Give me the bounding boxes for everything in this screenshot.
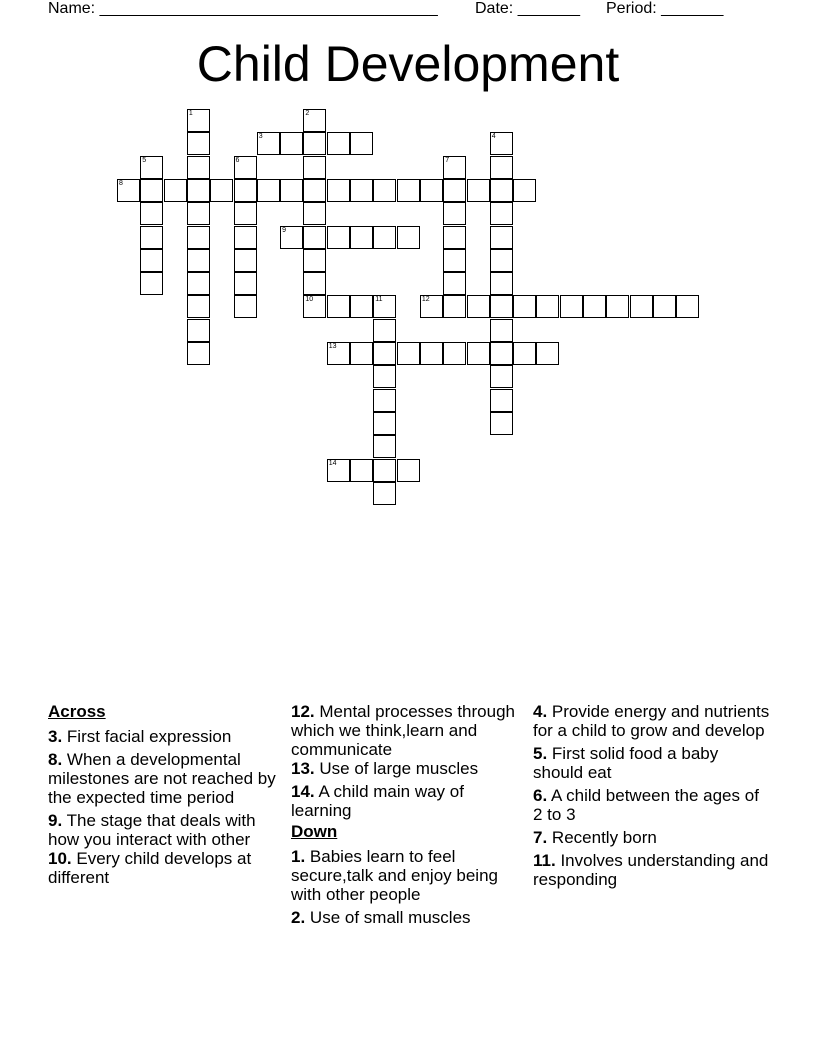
clue-number: 5 bbox=[142, 156, 147, 164]
grid-cell[interactable] bbox=[490, 156, 513, 179]
grid-cell[interactable] bbox=[676, 295, 699, 318]
grid-cell[interactable] bbox=[490, 249, 513, 272]
grid-cell[interactable] bbox=[350, 459, 373, 482]
grid-cell[interactable] bbox=[187, 109, 210, 132]
date-field-label: Date: _______ bbox=[475, 0, 580, 17]
clue-across-8: 8. When a developmental milestones are not reached by the expected time period bbox=[48, 750, 276, 807]
grid-cell[interactable] bbox=[187, 249, 210, 272]
grid-cell[interactable] bbox=[234, 179, 257, 202]
clue-across-14: 14. A child main way of learning bbox=[291, 782, 464, 820]
grid-cell[interactable] bbox=[303, 249, 326, 272]
grid-cell[interactable] bbox=[490, 389, 513, 412]
grid-cell[interactable] bbox=[234, 202, 257, 225]
grid-cell[interactable] bbox=[536, 295, 559, 318]
grid-cell[interactable] bbox=[443, 249, 466, 272]
grid-cell[interactable] bbox=[606, 295, 629, 318]
grid-cell[interactable] bbox=[187, 272, 210, 295]
grid-cell[interactable] bbox=[187, 226, 210, 249]
clue-number: 1 bbox=[188, 110, 193, 117]
clue-number: 6 bbox=[235, 156, 240, 164]
grid-cell[interactable] bbox=[513, 295, 536, 318]
grid-cell[interactable] bbox=[327, 459, 350, 482]
grid-cell[interactable] bbox=[187, 295, 210, 318]
grid-cell[interactable] bbox=[140, 272, 163, 295]
page-title: Child Development bbox=[196, 36, 620, 92]
grid-cell[interactable] bbox=[373, 319, 396, 342]
clue-down-4: 4. Provide energy and nutrients for a child to grow and develop bbox=[533, 702, 770, 740]
down-heading: Down bbox=[291, 822, 338, 841]
grid-cell[interactable] bbox=[560, 295, 583, 318]
grid-cell[interactable] bbox=[327, 295, 350, 318]
grid-cell[interactable] bbox=[187, 202, 210, 225]
grid-cell[interactable] bbox=[234, 226, 257, 249]
grid-cell[interactable] bbox=[513, 179, 536, 202]
grid-cell[interactable] bbox=[303, 202, 326, 225]
grid-cell[interactable] bbox=[536, 342, 559, 365]
period-field-label: Period: _______ bbox=[606, 0, 724, 17]
grid-cell[interactable] bbox=[373, 365, 396, 388]
grid-cell[interactable] bbox=[327, 226, 350, 249]
grid-cell[interactable] bbox=[140, 249, 163, 272]
clue-number: 4 bbox=[491, 133, 496, 141]
clue-down-6: 6. A child between the ages of 2 to 3 bbox=[533, 786, 759, 824]
grid-cell[interactable] bbox=[350, 226, 373, 249]
grid-cell[interactable] bbox=[490, 365, 513, 388]
grid-cell[interactable] bbox=[443, 179, 466, 202]
clue-number: 2 bbox=[305, 110, 310, 117]
grid-cell[interactable] bbox=[490, 132, 513, 155]
grid-cell[interactable] bbox=[140, 202, 163, 225]
grid-cell[interactable] bbox=[373, 226, 396, 249]
grid-cell[interactable] bbox=[303, 226, 326, 249]
grid-cell[interactable] bbox=[210, 179, 233, 202]
grid-cell[interactable] bbox=[303, 295, 326, 318]
clues-column-1 bbox=[48, 702, 280, 891]
grid-cell[interactable] bbox=[490, 226, 513, 249]
grid-cell[interactable] bbox=[303, 132, 326, 155]
grid-cell[interactable] bbox=[513, 342, 536, 365]
clue-number: 8 bbox=[119, 179, 123, 187]
grid-cell[interactable] bbox=[373, 342, 396, 365]
grid-cell[interactable] bbox=[420, 295, 443, 318]
grid-cell[interactable] bbox=[234, 272, 257, 295]
clue-down-7: 7. Recently born bbox=[533, 828, 657, 847]
grid-cell[interactable] bbox=[140, 226, 163, 249]
grid-cell[interactable] bbox=[327, 342, 350, 365]
grid-cell[interactable] bbox=[467, 342, 490, 365]
grid-cell[interactable] bbox=[280, 226, 303, 249]
grid-cell[interactable] bbox=[630, 295, 653, 318]
grid-cell[interactable] bbox=[467, 179, 490, 202]
grid-cell[interactable] bbox=[443, 342, 466, 365]
grid-cell[interactable] bbox=[490, 202, 513, 225]
grid-cell[interactable] bbox=[117, 179, 140, 202]
name-field-label: Name: ______________________________________ bbox=[48, 0, 438, 17]
grid-cell[interactable] bbox=[187, 342, 210, 365]
clue-down-11: 11. Involves understanding and responding bbox=[533, 851, 769, 889]
grid-cell[interactable] bbox=[350, 132, 373, 155]
grid-cell[interactable] bbox=[490, 272, 513, 295]
clue-across-9: 9. The stage that deals with how you interact with other bbox=[48, 811, 256, 849]
grid-cell[interactable] bbox=[490, 342, 513, 365]
grid-cell[interactable] bbox=[234, 295, 257, 318]
grid-cell[interactable] bbox=[490, 319, 513, 342]
grid-cell[interactable] bbox=[327, 179, 350, 202]
grid-cell[interactable] bbox=[490, 295, 513, 318]
grid-cell[interactable] bbox=[257, 179, 280, 202]
grid-cell[interactable] bbox=[373, 482, 396, 505]
grid-cell[interactable] bbox=[373, 435, 396, 458]
grid-cell[interactable] bbox=[350, 295, 373, 318]
grid-cell[interactable] bbox=[303, 179, 326, 202]
grid-cell[interactable] bbox=[443, 295, 466, 318]
grid-cell[interactable] bbox=[327, 132, 350, 155]
grid-cell[interactable] bbox=[490, 412, 513, 435]
grid-cell[interactable] bbox=[443, 156, 466, 179]
clue-across-10: 10. Every child develops at different bbox=[48, 849, 252, 887]
grid-cell[interactable] bbox=[187, 179, 210, 202]
grid-cell[interactable] bbox=[303, 109, 326, 132]
clues-column-2 bbox=[291, 702, 523, 931]
clue-number: 3 bbox=[258, 133, 263, 141]
grid-cell[interactable] bbox=[397, 459, 420, 482]
grid-cell[interactable] bbox=[280, 179, 303, 202]
clue-down-1: 1. Babies learn to feel secure,talk and enjoy being with other people bbox=[291, 847, 498, 904]
grid-cell[interactable] bbox=[397, 179, 420, 202]
grid-cell[interactable] bbox=[164, 179, 187, 202]
grid-cell[interactable] bbox=[234, 249, 257, 272]
across-heading: Across bbox=[48, 702, 106, 721]
grid-cell[interactable] bbox=[303, 272, 326, 295]
clue-number: 7 bbox=[445, 156, 450, 164]
grid-cell[interactable] bbox=[187, 156, 210, 179]
grid-cell[interactable] bbox=[373, 412, 396, 435]
grid-cell[interactable] bbox=[140, 156, 163, 179]
grid-cell[interactable] bbox=[443, 226, 466, 249]
clue-down-2: 2. Use of small muscles bbox=[291, 908, 471, 927]
clue-number: 14 bbox=[328, 459, 337, 467]
grid-cell[interactable] bbox=[350, 179, 373, 202]
grid-cell[interactable] bbox=[397, 226, 420, 249]
grid-cell[interactable] bbox=[583, 295, 606, 318]
crossword-grid bbox=[0, 0, 816, 520]
clue-across-13: 13. Use of large muscles bbox=[291, 759, 479, 778]
grid-cell[interactable] bbox=[373, 389, 396, 412]
grid-cell[interactable] bbox=[187, 319, 210, 342]
grid-cell[interactable] bbox=[397, 342, 420, 365]
grid-cell[interactable] bbox=[373, 295, 396, 318]
clue-number: 11 bbox=[375, 296, 383, 304]
grid-cell[interactable] bbox=[490, 179, 513, 202]
grid-cell[interactable] bbox=[467, 295, 490, 318]
grid-cell[interactable] bbox=[187, 132, 210, 155]
clue-down-5: 5. First solid food a baby should eat bbox=[533, 744, 719, 782]
grid-cell[interactable] bbox=[140, 179, 163, 202]
grid-cell[interactable] bbox=[443, 272, 466, 295]
grid-cell[interactable] bbox=[373, 179, 396, 202]
clue-number: 12 bbox=[421, 296, 430, 304]
grid-cell[interactable] bbox=[443, 202, 466, 225]
clue-number: 10 bbox=[305, 296, 314, 304]
clue-number: 9 bbox=[282, 226, 286, 234]
grid-cell[interactable] bbox=[420, 342, 443, 365]
grid-cell[interactable] bbox=[234, 156, 257, 179]
grid-cell[interactable] bbox=[257, 132, 280, 155]
grid-cell[interactable] bbox=[350, 342, 373, 365]
clue-across-12: 12. Mental processes through which we think,learn and communicate bbox=[291, 702, 515, 759]
clue-across-3: 3. First facial expression bbox=[48, 727, 232, 746]
grid-cell[interactable] bbox=[280, 132, 303, 155]
grid-cell[interactable] bbox=[420, 179, 443, 202]
grid-cell[interactable] bbox=[303, 156, 326, 179]
grid-cell[interactable] bbox=[373, 459, 396, 482]
clue-number: 13 bbox=[328, 343, 337, 350]
grid-cell[interactable] bbox=[653, 295, 676, 318]
clues-column-3 bbox=[533, 702, 773, 893]
